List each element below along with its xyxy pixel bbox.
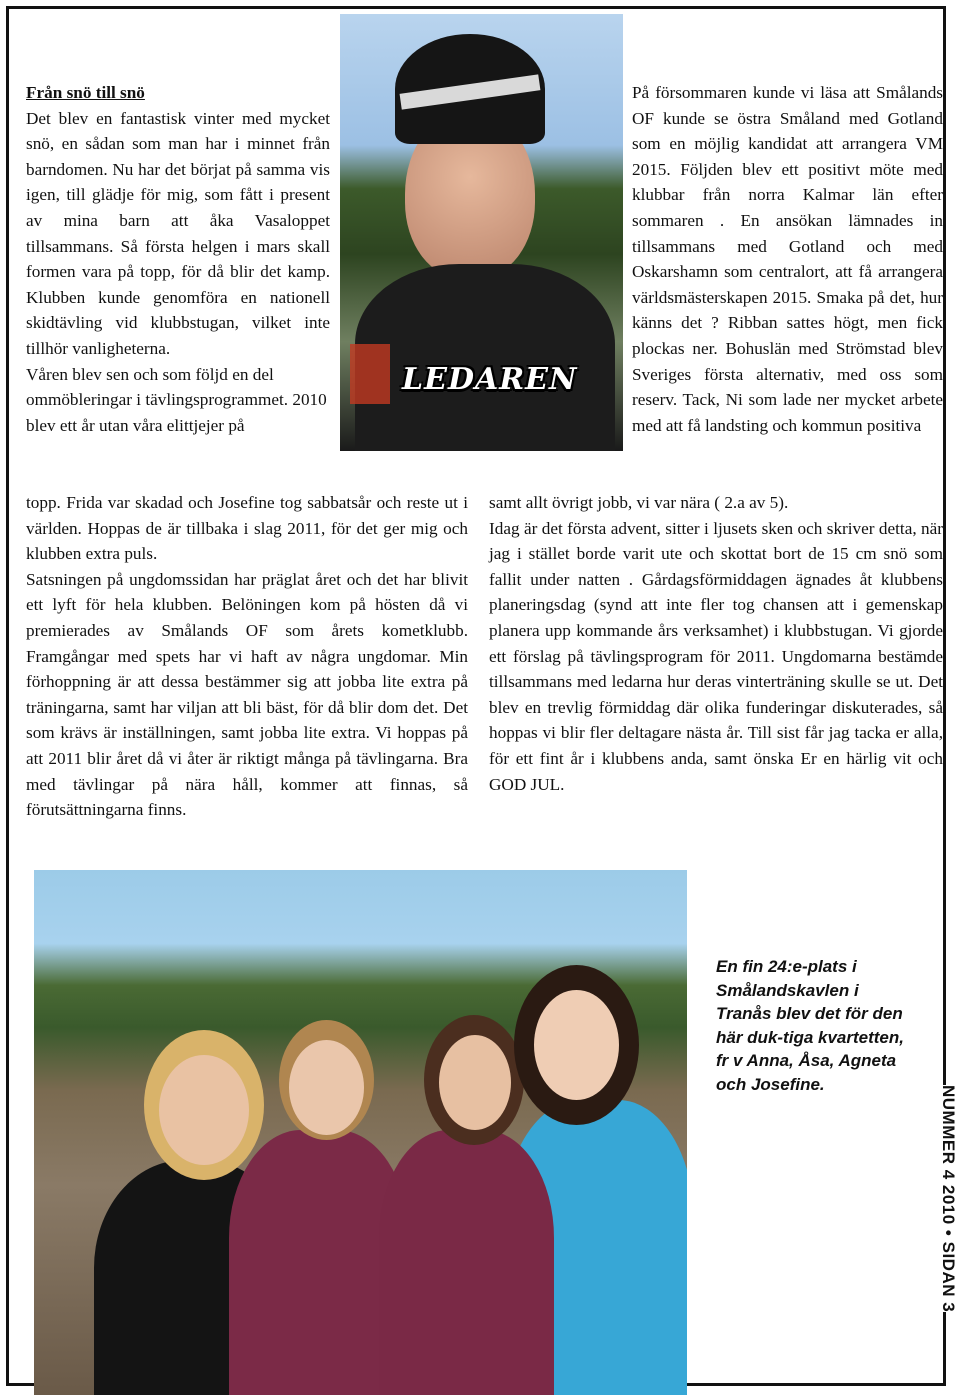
article-right-column [632, 80, 943, 438]
article-right-wide-column [489, 490, 943, 797]
paragraph-5: På försommaren kunde vi läsa att Smålands OF kunde se östra Småland med Gotland som en möjlig kandidat att arrangera VM 2015. Följden blev ett positivt möte med klubbar från norra Kalmar län efter sommaren . En ansökan lämnades in tillsammans med Gotland och med Oskarshamn som centralort, att få arrangera världsmästerskapen 2015. Smaka på det, hur känns det ? Ribban sattes högt, men fick plockas ner. Bohuslän med Strömstad blev Sveriges första alternativ, med oss som reserv. Tack, Ni som lade ner mycket arbete med att få landsting och kommun positiva [632, 83, 943, 435]
paragraph-3: topp. Frida var skadad och Josefine tog sabbatsår och reste ut i världen. Hoppas de är tillbaka i slag 2011, för det ger mig och klubben extra puls. [26, 493, 468, 564]
photo-label: LEDAREN [402, 362, 578, 397]
team-photo [34, 870, 687, 1395]
article-heading: Från snö till snö [26, 83, 145, 102]
article-left-wide-column [26, 490, 468, 823]
page-footer: NUMMER 4 2010 • SIDAN 3 [936, 1085, 960, 1312]
photo-caption [716, 955, 906, 1096]
paragraph-7: Idag är det första advent, sitter i ljusets sken och skriver detta, när jag i stället borde varit ute och skottat bort de 15 cm snö som fallit under natten . Gårdagsförmiddagen ägnades åt klubbens planeringsdag (synd att inte fler tog chansen att i gemenskap planera upp kommande års verksamhet) i klubbstugan. Vi gjorde ett förslag på tävlingsprogram för 2011. Ungdomarna bestämde tillsammans med ledarna hur deras vinterträning skulle se ut. Det blev en trevlig förmiddag där olika funderingar diskuterades, så hoppas vi blir fler deltagare nästa år. Till sist får jag tacka er alla, för ett fint år i klubbens anda, samt önska Er en härlig vit och GOD JUL. [489, 518, 943, 794]
article-left-column [26, 80, 330, 438]
paragraph-4: Satsningen på ungdomssidan har präglat året och det har blivit ett lyft för hela klubben. Belöningen kom på hösten då vi premierades av Smålands OF som årets kometklubb. Framgångar med spets har vi haft av några ungdomar. Min förhoppning är att dessa bestämmer sig att jobba lite extra på träningarna, samt har viljan att bli bäst, för då blir dom det. Det som krävs är inställningen, samt jobba lite extra. Vi hoppas på att 2011 blir året då vi åter är riktigt många på tävlingarna. Bra med tävlingar på nära håll, kommer att finnas, så förutsättningarna finns. [26, 569, 468, 820]
paragraph-1: Det blev en fantastisk vinter med mycket snö, en sådan som man har i minnet från barndomen. Nu har det börjat på samma vis igen, till glädje för mig, som fått i present av mina barn att åka Vasaloppet tillsammans. Så första helgen i mars skall formen vara på topp, för då blir det kamp. Klubben kunde genomföra en nationell skidtävling vid klubbstugan, vilket inte tillhör vanligheterna. [26, 108, 330, 358]
paragraph-6: samt allt övrigt jobb, vi var nära ( 2.a av 5). [489, 493, 789, 512]
paragraph-2: Våren blev sen och som följd en del ommöbleringar i tävlingsprogrammet. 2010 blev ett år utan våra elittjejer på [26, 364, 327, 435]
caption-text: En fin 24:e-plats i Smålandskavlen i Tranås blev det för den här duk-tiga kvartetten, fr v Anna, Åsa, Agneta och Josefine. [716, 957, 904, 1094]
